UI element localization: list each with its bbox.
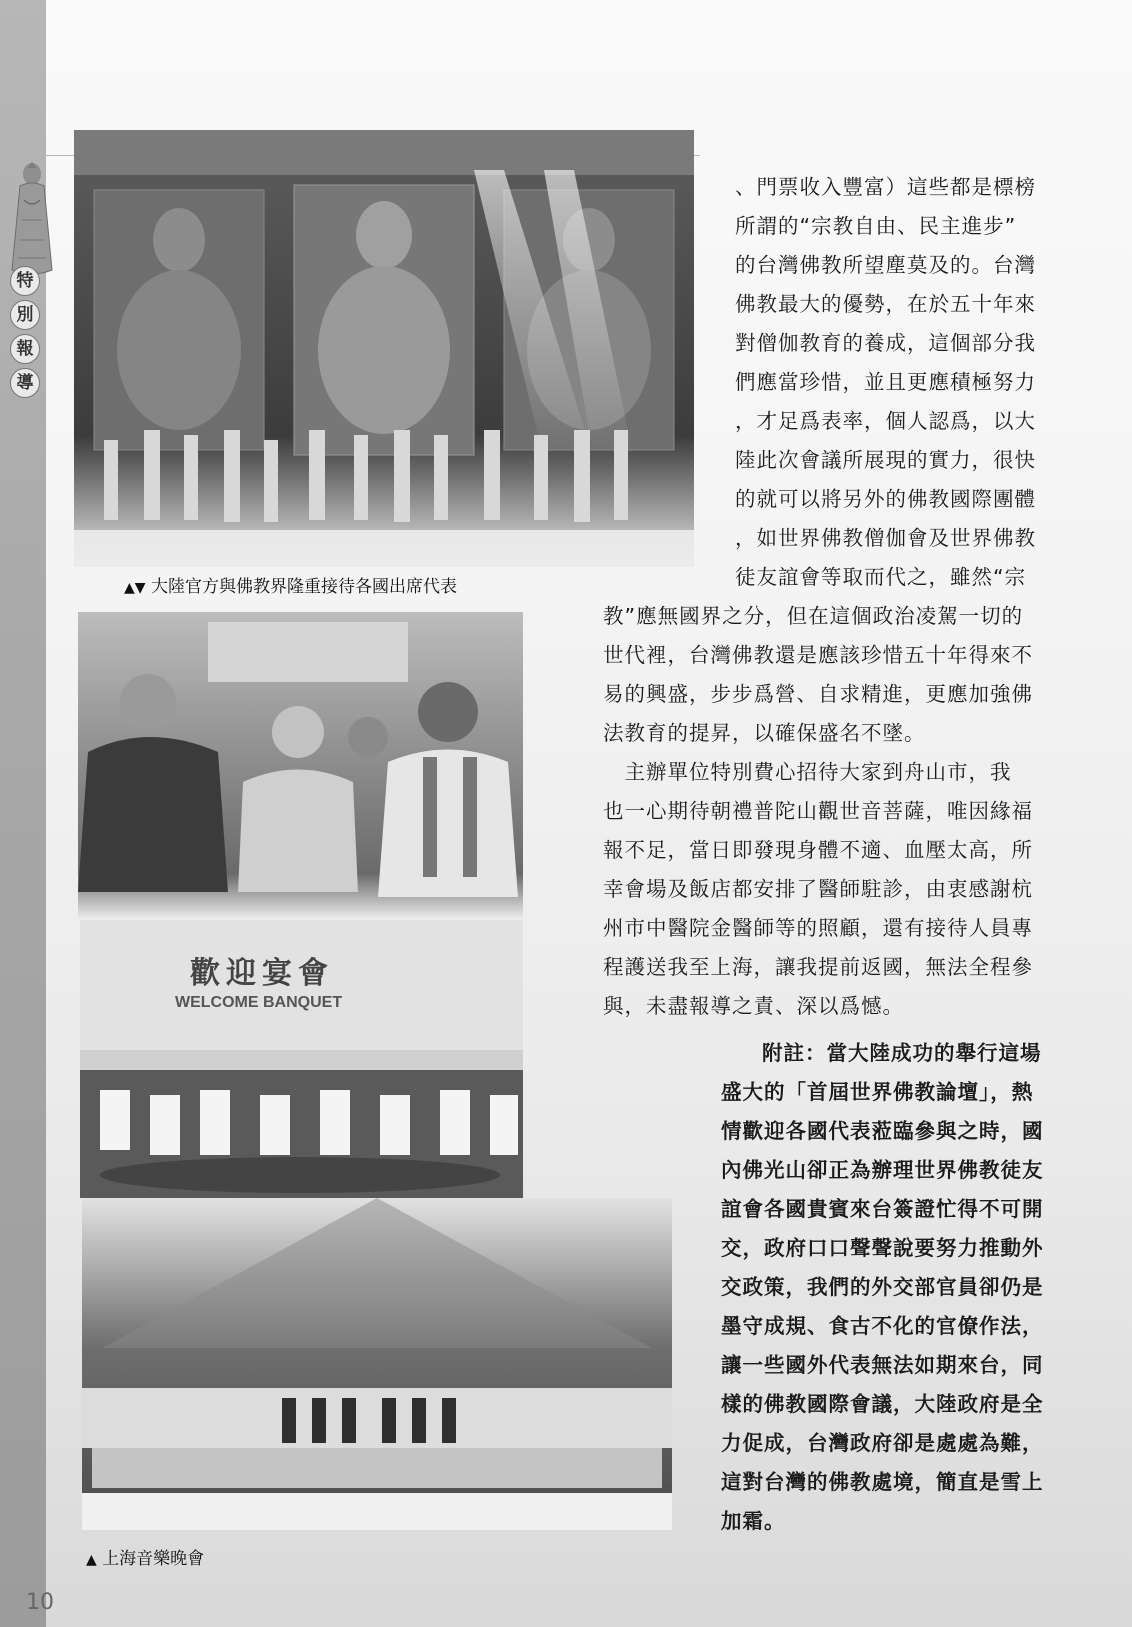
text-line: 易的興盛，步步爲營、自求精進，更應加強佛 [603, 682, 1033, 706]
text-line: 墨守成規、食古不化的官僚作法， [721, 1314, 1044, 1338]
text-line: 報不足，當日即發現身體不適、血壓太高，所 [603, 838, 1033, 862]
text-line: 誼會各國貴賓來台簽證忙得不可開 [721, 1197, 1044, 1221]
text-line: 法教育的提昇，以確保盛名不墜。 [603, 721, 926, 745]
banquet-banner-english: WELCOME BANQUET [175, 994, 343, 1011]
photo-stage-performance [74, 130, 694, 567]
text-line: 徒友誼會等取而代之，雖然“宗 [735, 565, 1027, 589]
text-line: 盛大的「首屆世界佛教論壇」，熱 [721, 1080, 1034, 1104]
text-line: 程護送我至上海，讓我提前返國，無法全程參 [603, 955, 1033, 979]
photo-caption-top: ▲▼ 大陸官方與佛教界隆重接待各國出席代表 [124, 577, 457, 597]
page-number: 10 [26, 1590, 54, 1615]
section-char-2: 別 [10, 300, 40, 330]
text-line: 、門票收入豐富）這些都是標榜 [735, 175, 1036, 199]
text-line: 幸會場及飯店都安排了醫師駐診，由衷感謝杭 [603, 877, 1033, 901]
text-line: 力促成，台灣政府卻是處處為難， [721, 1431, 1044, 1455]
text-line: 所謂的“宗教自由、民主進步” [735, 214, 1017, 238]
text-line: 州市中醫院金醫師等的照顧，還有接待人員專 [603, 916, 1033, 940]
text-line: 的台灣佛教所望塵莫及的。台灣 [735, 253, 1036, 277]
article-wide-column [603, 597, 1033, 1026]
text-line: 的就可以將另外的佛教國際團體 [735, 487, 1036, 511]
text-line: 讓一些國外代表無法如期來台，同 [721, 1353, 1044, 1377]
note-column [721, 1073, 1044, 1541]
text-line: ，才足爲表率，個人認爲，以大 [735, 409, 1036, 433]
text-line: 教”應無國界之分，但在這個政治凌駕一切的 [603, 604, 1024, 628]
text-line: 當大陸成功的舉行這場 [826, 1041, 1042, 1065]
section-char-4: 導 [10, 368, 40, 398]
guanyin-statue-icon [2, 160, 62, 278]
text-line: 這對台灣的佛教處境，簡直是雪上 [721, 1470, 1044, 1494]
text-line: 交政策，我們的外交部官員卻仍是 [721, 1275, 1044, 1299]
article-right-column [735, 168, 1036, 597]
up-triangle-icon: ▲ [86, 1552, 97, 1568]
text-line: 也一心期待朝禮普陀山觀世音菩薩，唯因緣福 [603, 799, 1033, 823]
section-char-3: 報 [10, 334, 40, 364]
text-line: 佛教最大的優勢，在於五十年來 [735, 292, 1036, 316]
text-line: 樣的佛教國際會議，大陸政府是全 [721, 1392, 1044, 1416]
text-line: 陸此次會議所展現的實力，很快 [735, 448, 1036, 472]
text-line: 內佛光山卻正為辦理世界佛教徒友 [721, 1158, 1044, 1182]
photo-welcome-banquet [80, 920, 523, 1198]
text-line: 主辦單位特別費心招待大家到舟山市，我 [603, 760, 1012, 784]
photo-concert-group [82, 1198, 672, 1530]
note-first-line [762, 1034, 1042, 1073]
text-line: 加霜。 [721, 1509, 786, 1533]
note-label: 附註： [762, 1041, 827, 1065]
text-line: 交，政府口口聲聲說要努力推動外 [721, 1236, 1044, 1260]
text-line: 們應當珍惜，並且更應積極努力 [735, 370, 1036, 394]
banquet-banner-chinese: 歡迎宴會 [190, 956, 334, 991]
text-line: ，如世界佛教僧伽會及世界佛教 [735, 526, 1036, 550]
section-char-1: 特 [10, 266, 40, 296]
text-line: 世代裡，台灣佛教還是應該珍惜五十年得來不 [603, 643, 1033, 667]
text-line: 對僧伽教育的養成，這個部分我 [735, 331, 1036, 355]
text-line: 與，未盡報導之責、深以爲憾。 [603, 994, 904, 1018]
text-line: 情歡迎各國代表蒞臨參與之時，國 [721, 1119, 1044, 1143]
up-down-triangle-icon: ▲▼ [124, 580, 146, 596]
photo-caption-bottom: ▲ 上海音樂晚會 [86, 1549, 205, 1569]
photo-seated-delegates [78, 612, 523, 920]
